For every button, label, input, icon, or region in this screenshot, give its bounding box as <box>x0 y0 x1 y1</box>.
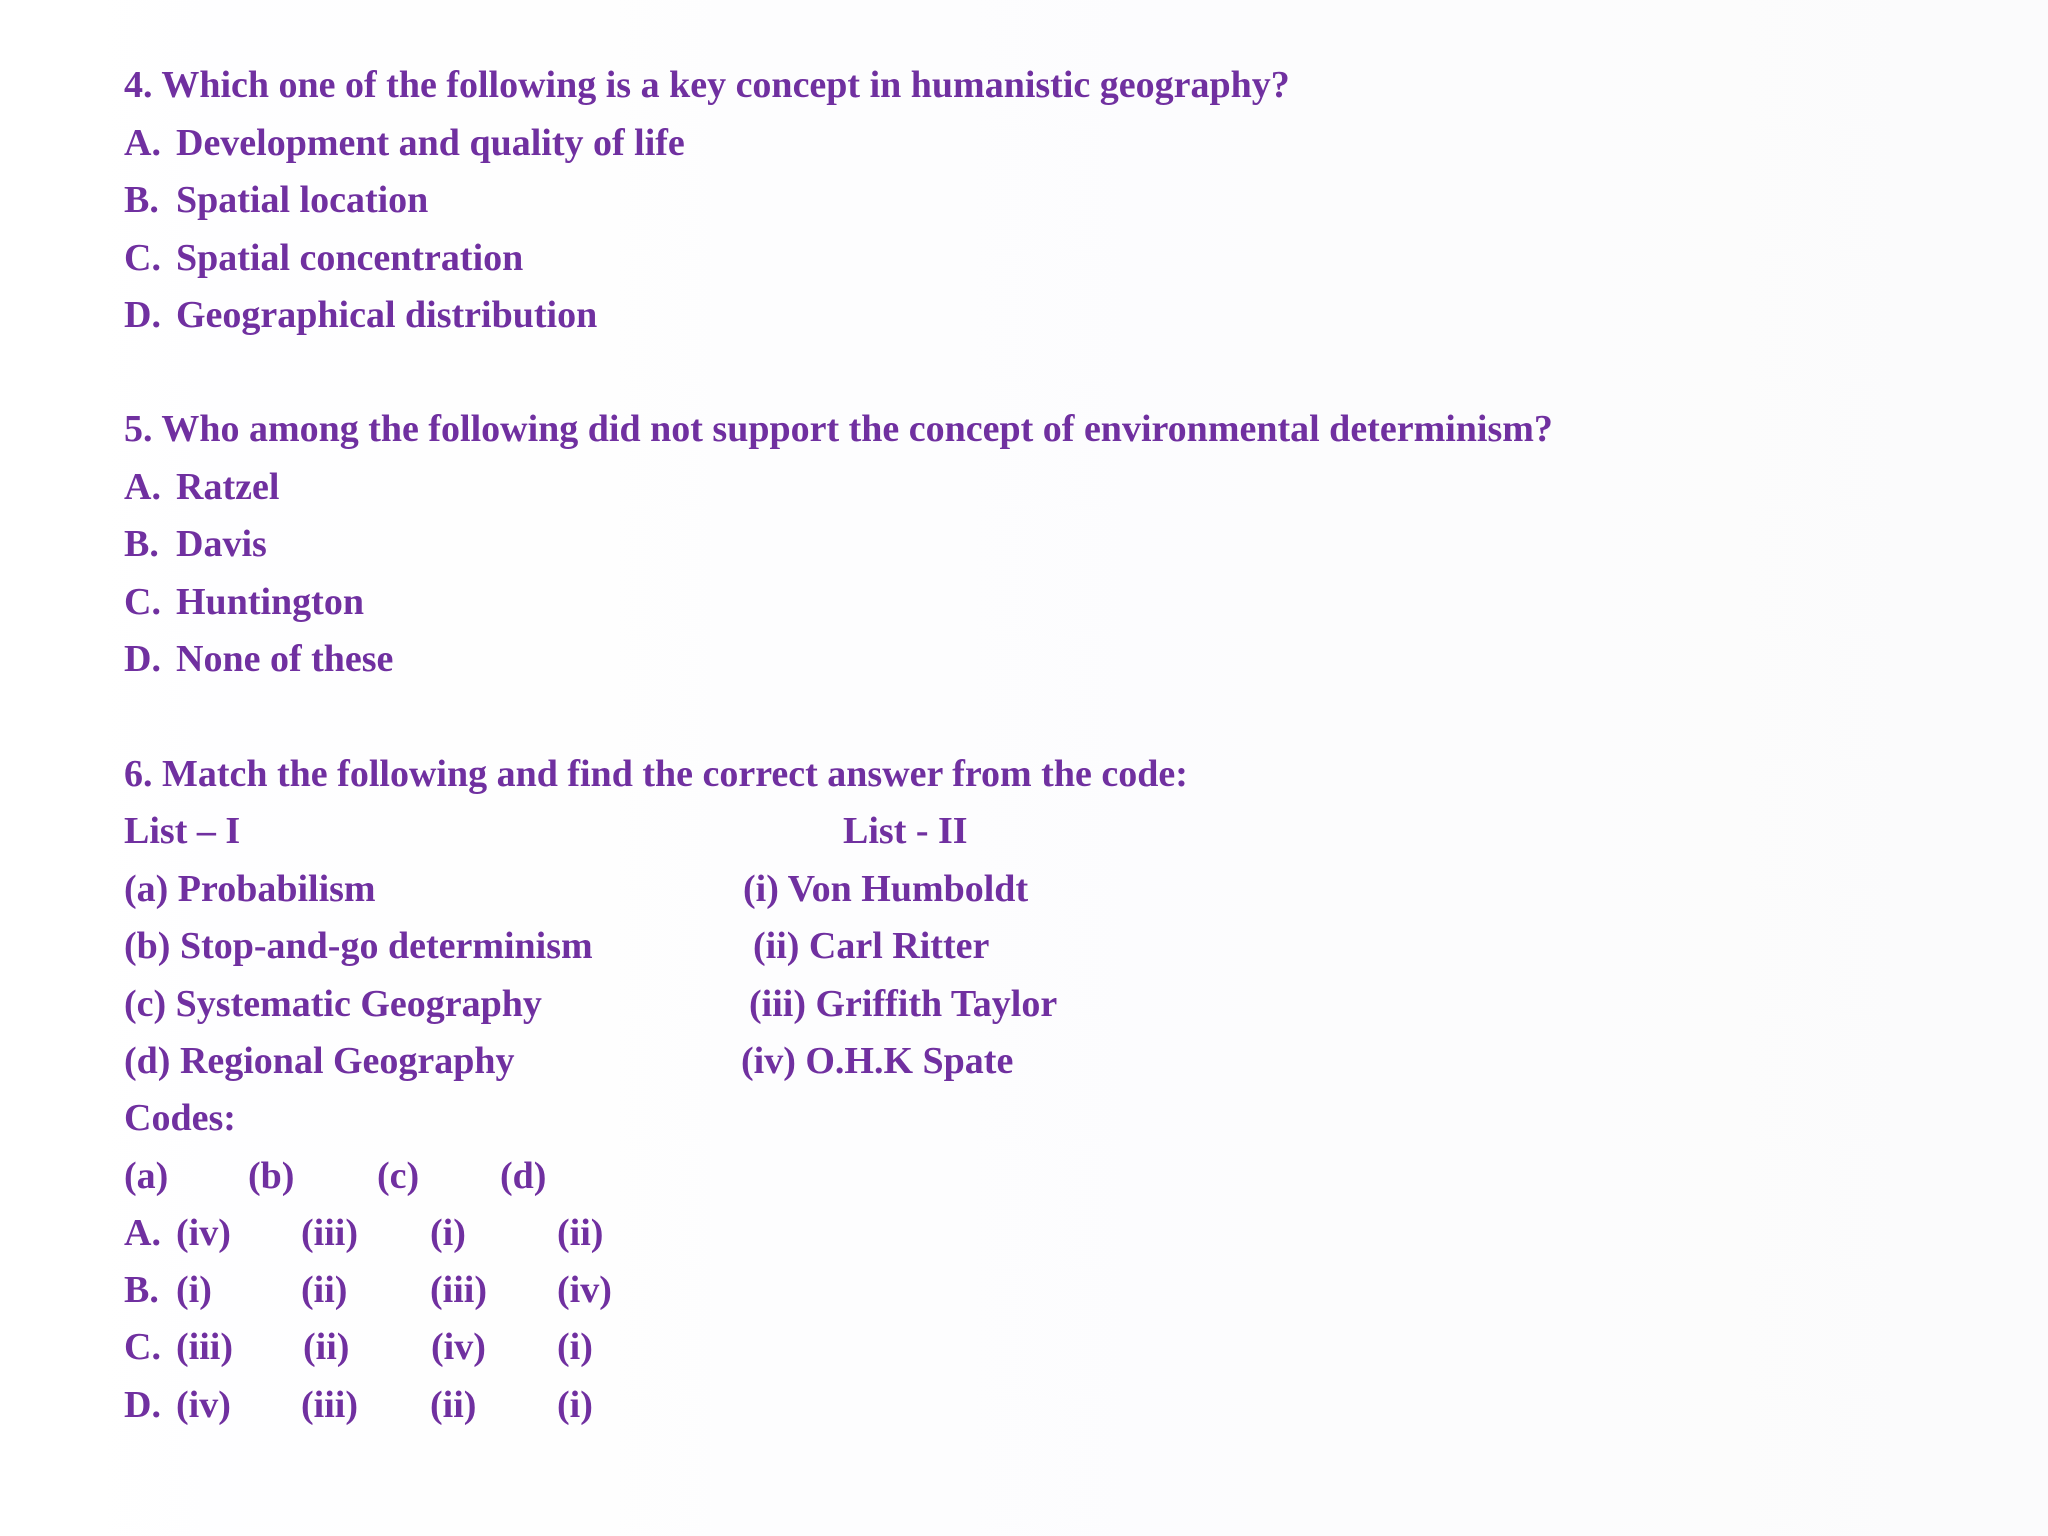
option-letter: C. <box>124 237 161 279</box>
code-value: (ii) <box>303 1326 350 1368</box>
q5-option-d <box>124 637 393 681</box>
list-2-item: (ii) Carl Ritter <box>753 925 990 967</box>
code-value: (ii) <box>430 1384 477 1426</box>
option-text: Ratzel <box>176 466 280 508</box>
code-value: (iii) <box>301 1384 358 1426</box>
code-row-letter: B. <box>124 1269 159 1311</box>
q5-option-a <box>124 465 279 509</box>
option-letter: C. <box>124 581 161 623</box>
code-header: (c) <box>377 1155 420 1197</box>
option-text: Development and quality of life <box>176 122 685 164</box>
option-text: Davis <box>176 523 267 565</box>
code-value: (iii) <box>430 1269 487 1311</box>
option-text: Geographical distribution <box>176 294 598 336</box>
list-2-item: (i) Von Humboldt <box>743 868 1029 910</box>
codes-label: Codes: <box>124 1097 236 1139</box>
code-row-a <box>124 1211 231 1255</box>
code-row-b <box>124 1268 212 1312</box>
code-value: (iv) <box>176 1212 231 1254</box>
list-1-item: (a) Probabilism <box>124 868 376 910</box>
code-value: (iii) <box>301 1212 358 1254</box>
code-row-letter: A. <box>124 1212 161 1254</box>
code-value: (i) <box>430 1212 466 1254</box>
question-6-text: 6. Match the following and find the correct answer from the code: <box>124 753 1188 795</box>
code-value: (iv) <box>431 1326 486 1368</box>
option-letter: B. <box>124 523 159 565</box>
option-letter: D. <box>124 294 161 336</box>
option-letter: A. <box>124 122 161 164</box>
list-2-header: List - II <box>843 810 968 852</box>
code-value: (ii) <box>301 1269 348 1311</box>
code-header: (d) <box>500 1155 547 1197</box>
list-2-item: (iv) O.H.K Spate <box>741 1040 1014 1082</box>
option-text: Spatial concentration <box>176 237 524 279</box>
list-1-header: List – I <box>124 810 241 852</box>
code-row-c <box>124 1325 233 1369</box>
q5-option-c <box>124 580 364 624</box>
code-value: (iv) <box>176 1384 231 1426</box>
code-row-letter: D. <box>124 1384 161 1426</box>
q5-option-b <box>124 522 267 566</box>
code-header: (a) <box>124 1155 169 1197</box>
option-text: None of these <box>176 638 394 680</box>
code-header: (b) <box>248 1155 295 1197</box>
question-5-text: 5. Who among the following did not support the concept of environmental determinism? <box>124 408 1553 450</box>
code-value: (i) <box>557 1384 593 1426</box>
q4-option-c <box>124 236 523 280</box>
code-value: (i) <box>176 1269 212 1311</box>
option-letter: D. <box>124 638 161 680</box>
option-letter: B. <box>124 179 159 221</box>
list-1-item: (c) Systematic Geography <box>124 983 542 1025</box>
code-row-d <box>124 1383 231 1427</box>
option-text: Huntington <box>176 581 364 623</box>
question-4-text: 4. Which one of the following is a key concept in humanistic geography? <box>124 64 1290 106</box>
option-text: Spatial location <box>176 179 429 221</box>
code-value: (iii) <box>176 1326 233 1368</box>
q4-option-b <box>124 178 428 222</box>
code-value: (i) <box>557 1326 593 1368</box>
code-value: (ii) <box>557 1212 604 1254</box>
list-1-item: (d) Regional Geography <box>124 1040 515 1082</box>
list-1-item: (b) Stop-and-go determinism <box>124 925 593 967</box>
code-value: (iv) <box>557 1269 612 1311</box>
q4-option-d <box>124 293 597 337</box>
list-2-item: (iii) Griffith Taylor <box>749 983 1058 1025</box>
option-letter: A. <box>124 466 161 508</box>
q4-option-a <box>124 121 685 165</box>
code-row-letter: C. <box>124 1326 161 1368</box>
